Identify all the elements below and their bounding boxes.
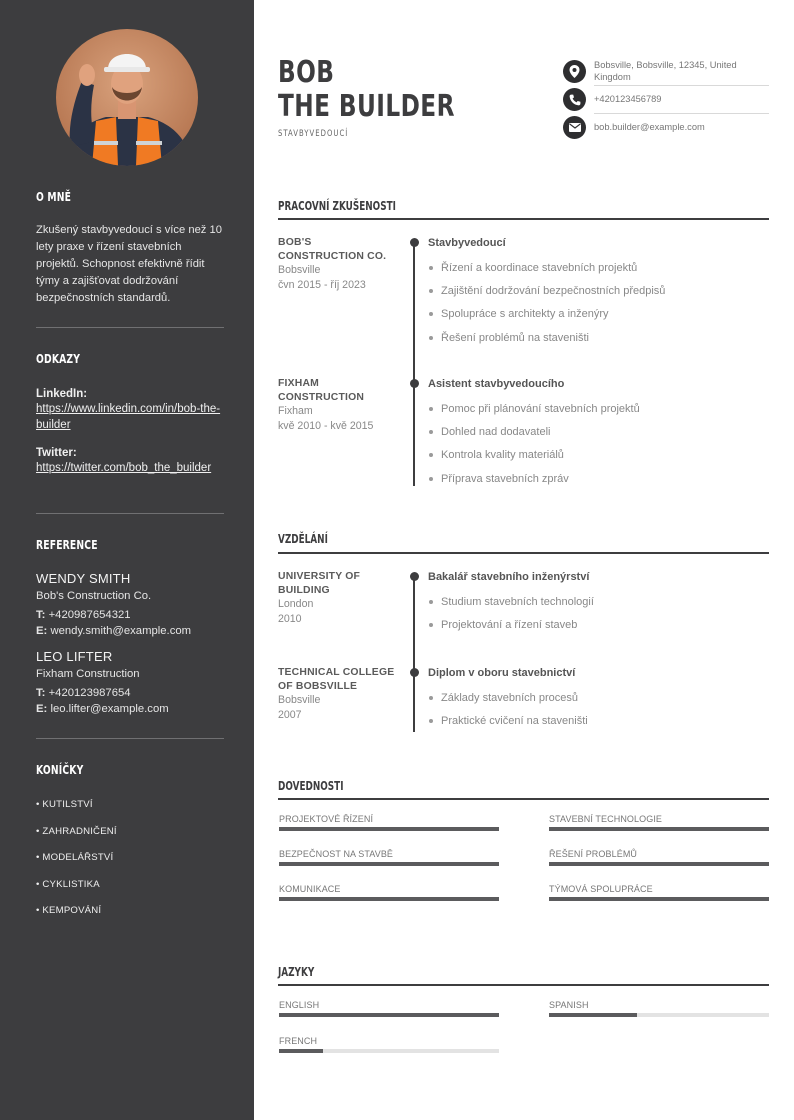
links-title: ODKAZY [36,351,81,366]
skill-item [279,884,499,901]
profile-photo [56,29,198,166]
skill-item [549,849,769,866]
hobby-item: • CYKLISTIKA [36,878,100,890]
language-bar [549,1013,769,1017]
contact-divider [594,113,769,114]
skill-label: BEZPEČNOST NA STAVBĚ [279,849,394,859]
skill-bar-fill [279,897,499,901]
employer-name: FIXHAM CONSTRUCTION [278,378,365,403]
twitter-label: Twitter: [36,447,77,459]
timeline-line [413,575,415,732]
list-item: Studium stavebních technologií [428,595,768,618]
links-section [36,351,224,476]
hobbies-title: KONÍČKY [36,762,84,777]
reference-email: wendy.smith@example.com [50,625,192,637]
skill-label: KOMUNIKACE [279,884,341,894]
degree-title: Diplom v oboru stavebnictví [428,667,576,679]
reference-phone-label: T: [36,687,46,699]
education-title: VZDĚLÁNÍ [278,532,328,546]
list-item: Dohled nad dodavateli [428,425,768,448]
language-item [279,1036,499,1053]
timeline-dot [410,572,419,581]
reference-phone: +420123987654 [48,687,131,699]
list-item: Praktické cvičení na staveništi [428,714,768,737]
graduation-year: 2007 [278,708,302,721]
linkedin-link[interactable]: https://www.linkedin.com/in/bob-the-builder [36,403,221,431]
experience-entry-meta [278,377,396,433]
list-item: Pomoc při plánování stavebních projektů [428,402,768,425]
language-bar-fill [279,1013,499,1017]
timeline-dot [410,668,419,677]
references-title: REFERENCE [36,537,98,552]
list-item: Příprava stavebních zpráv [428,472,768,495]
skill-bar-fill [549,897,769,901]
position-title: Asistent stavbyvedoucího [428,378,565,390]
experience-entry-details [428,377,768,495]
reference-phone-label: T: [36,609,46,621]
about-text: Zkušený stavbyvedoucí s více než 10 lety praxe v řízení stavebních projektů. Schopnost efektivně řídit týmy a zajišťovat dodržování bezpečnostních standardů. [36,224,222,304]
reference-name: LEO LIFTER [36,649,113,664]
reference-email: leo.lifter@example.com [50,703,169,715]
about-title: O MNĚ [36,189,72,204]
graduation-year: 2010 [278,612,302,625]
employment-dates: kvě 2010 - kvě 2015 [278,419,374,432]
list-item: Základy stavebních procesů [428,691,768,714]
contact-address [563,60,769,84]
address-text: Bobsville, Bobsville, 12345, United Kingdom [594,60,737,82]
hobby-item: • KEMPOVÁNÍ [36,905,102,916]
skill-label: PROJEKTOVÉ ŘÍZENÍ [279,814,374,824]
language-label: FRENCH [279,1036,318,1046]
skill-bar [549,827,769,831]
language-item [279,1000,499,1017]
education-entry-details [428,570,768,641]
twitter-link[interactable]: https://twitter.com/bob_the_builder [36,462,212,474]
about-section [36,189,224,307]
language-item [549,1000,769,1017]
experience-title: PRACOVNÍ ZKUŠENOSTI [278,199,396,213]
experience-entry-meta [278,236,396,292]
skill-bar-fill [279,827,499,831]
phone-text: +420123456789 [594,94,662,104]
education-entry-meta [278,666,396,722]
employer-location: Fixham [278,405,313,417]
reference-phone: +420987654321 [48,609,131,621]
name-heading [278,56,455,124]
timeline-dot [410,379,419,388]
hobby-item: • MODELÁŘSTVÍ [36,852,114,863]
job-role: STAVBYVEDOUCÍ [278,129,349,139]
skill-bar [279,897,499,901]
skill-item [279,849,499,866]
list-item: Projektování a řízení staveb [428,618,768,641]
skill-bar-fill [549,862,769,866]
hobby-item: • KUTILSTVÍ [36,799,93,810]
hobbies-section [36,762,224,932]
reference-name: WENDY SMITH [36,571,131,586]
reference-email-label: E: [36,703,48,715]
sidebar [0,0,254,1120]
contact-phone [563,88,769,112]
name-line2: THE BUILDER [278,89,455,124]
list-item: Zajištění dodržování bezpečnostních předpisů [428,284,768,307]
skill-bar [549,897,769,901]
school-location: London [278,598,314,610]
school-location: Bobsville [278,694,321,706]
language-bar-fill [549,1013,637,1017]
phone-icon [563,88,586,111]
skill-bar [279,862,499,866]
section-rule [278,798,769,800]
name-line1: BOB [278,55,335,90]
reference-email-label: E: [36,625,48,637]
list-item: Kontrola kvality materiálů [428,448,768,471]
skill-bar [279,827,499,831]
list-item: Spolupráce s architekty a inženýry [428,307,768,330]
degree-title: Bakalář stavebního inženýrství [428,571,590,583]
skill-item [279,814,499,831]
skill-item [549,884,769,901]
language-bar [279,1013,499,1017]
envelope-icon [563,116,586,139]
experience-entry-details [428,236,768,354]
skill-label: TÝMOVÁ SPOLUPRÁCE [549,884,653,894]
linkedin-label: LinkedIn: [36,388,88,400]
section-rule [278,218,769,220]
skill-bar [549,862,769,866]
sidebar-divider [36,327,224,328]
employer-location: Bobsville [278,264,321,276]
language-bar-fill [279,1049,323,1053]
avatar [56,29,198,166]
reference-item [36,649,224,717]
skill-item [549,814,769,831]
skill-bar-fill [549,827,769,831]
school-name: UNIVERSITY OF BUILDING [278,571,361,596]
section-rule [278,984,769,986]
reference-item [36,571,224,639]
school-name: TECHNICAL COLLEGE OF BOBSVILLE [278,667,395,692]
reference-company: Fixham Construction [36,668,140,680]
list-item: Řešení problémů na staveništi [428,331,768,354]
employment-dates: čvn 2015 - říj 2023 [278,278,366,291]
education-entry-details [428,666,768,737]
location-pin-icon [563,60,586,83]
references-section [36,537,224,717]
skill-label: ŘEŠENÍ PROBLÉMŮ [549,849,638,859]
sidebar-divider [36,738,224,739]
timeline-dot [410,238,419,247]
contact-divider [594,85,769,86]
languages-title: JAZYKY [278,965,315,979]
employer-name: BOB'S CONSTRUCTION CO. [278,237,387,262]
contact-email [563,116,769,140]
position-title: Stavbyvedoucí [428,237,506,249]
reference-company: Bob's Construction Co. [36,590,152,602]
skill-label: STAVEBNÍ TECHNOLOGIE [549,814,663,824]
email-text: bob.builder@example.com [594,122,705,132]
sidebar-divider [36,513,224,514]
hobby-item: • ZAHRADNIČENÍ [36,825,117,837]
list-item: Řízení a koordinace stavebních projektů [428,261,768,284]
skill-bar-fill [279,862,499,866]
language-label: ENGLISH [279,1000,320,1010]
timeline-line [413,241,415,486]
skills-title: DOVEDNOSTI [278,779,344,793]
section-rule [278,552,769,554]
language-label: SPANISH [549,1000,589,1010]
language-bar [279,1049,499,1053]
education-entry-meta [278,570,396,626]
